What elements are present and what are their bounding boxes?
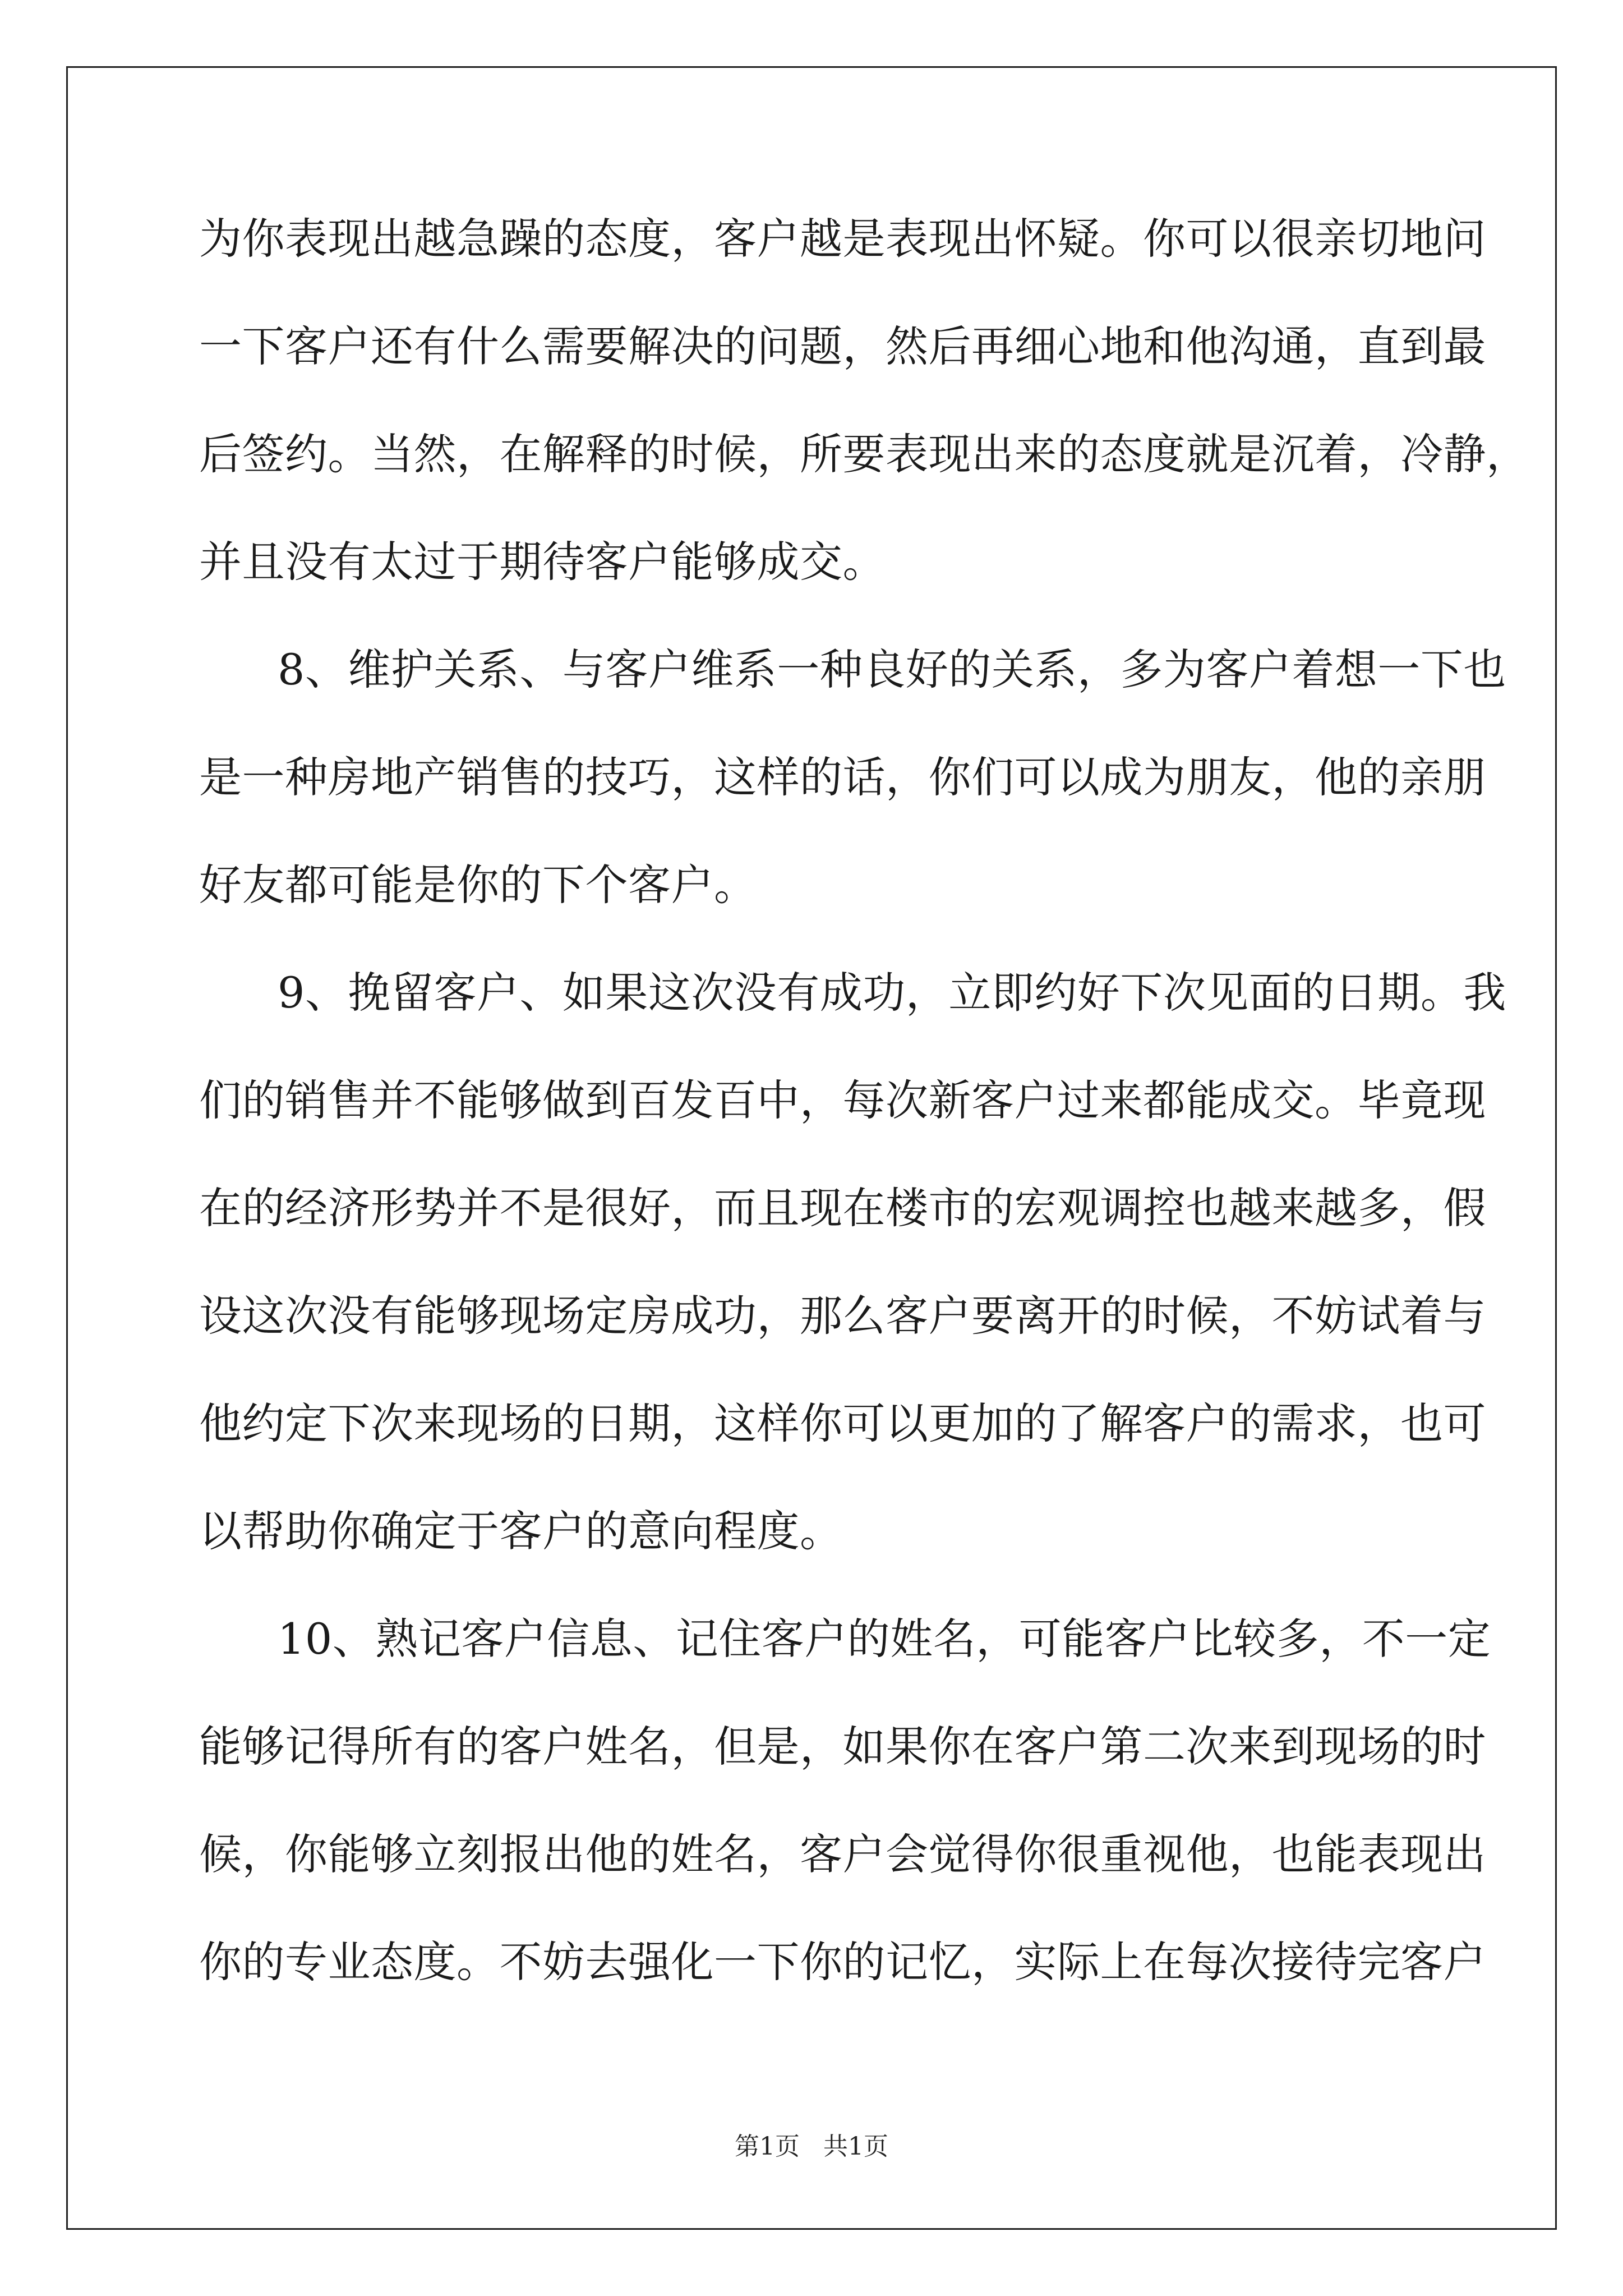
text-line: 为你表现出越急躁的态度，客户越是表现出怀疑。你可以很亲切地问 — [199, 214, 1486, 264]
text-line: 候，你能够立刻报出他的姓名，客户会觉得你很重视他，也能表现出 — [199, 1829, 1486, 1879]
text-line: 10、熟记客户信息、记住客户的姓名，可能客户比较多，不一定 — [278, 1614, 1491, 1664]
text-line: 9、挽留客户、如果这次没有成功，立即约好下次见面的日期。我 — [278, 968, 1506, 1018]
text-line: 后签约。当然，在解释的时候，所要表现出来的态度就是沉着，冷静， — [199, 429, 1529, 479]
text-line: 你的专业态度。不妨去强化一下你的记忆，实际上在每次接待完客户 — [199, 1937, 1486, 1987]
text-line: 他约定下次来现场的日期，这样你可以更加的了解客户的需求，也可 — [199, 1398, 1486, 1448]
text-line: 一下客户还有什么需要解决的问题，然后再细心地和他沟通，直到最 — [199, 321, 1486, 371]
text-line: 们的销售并不能够做到百发百中，每次新客户过来都能成交。毕竟现 — [199, 1075, 1486, 1125]
text-line: 8、维护关系、与客户维系一种良好的关系，多为客户着想一下也 — [278, 645, 1506, 694]
text-line: 设这次没有能够现场定房成功，那么客户要离开的时候，不妨试着与 — [199, 1291, 1486, 1341]
text-line: 是一种房地产销售的技巧，这样的话，你们可以成为朋友，他的亲朋 — [199, 752, 1486, 802]
text-line: 在的经济形势并不是很好，而且现在楼市的宏观调控也越来越多，假 — [199, 1183, 1486, 1233]
text-line: 以帮助你确定于客户的意向程度。 — [199, 1506, 843, 1556]
text-line: 能够记得所有的客户姓名，但是，如果你在客户第二次来到现场的时 — [199, 1722, 1486, 1772]
page-footer: 第1页 共1页 — [735, 2132, 888, 2161]
text-line: 并且没有太过于期待客户能够成交。 — [199, 537, 886, 587]
text-line: 好友都可能是你的下个客户。 — [199, 860, 757, 910]
document-body — [199, 185, 1529, 2016]
